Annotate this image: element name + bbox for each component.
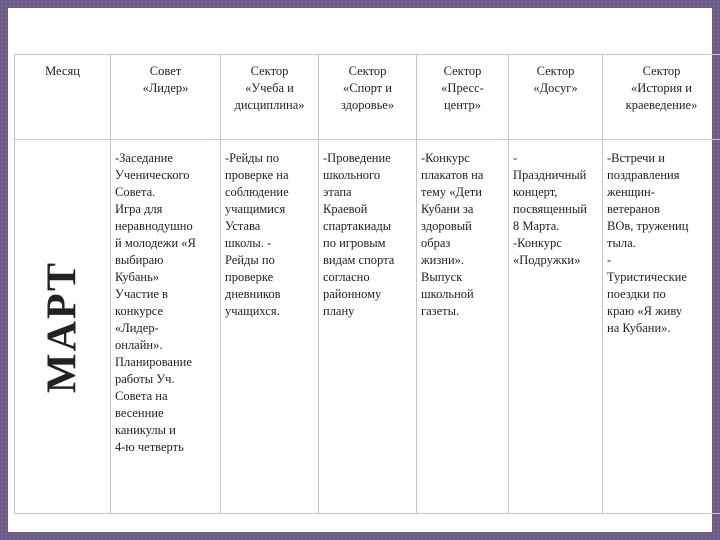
header-sport-label: Сектор «Спорт и здоровье» (340, 64, 395, 112)
plan-table (14, 54, 720, 514)
header-leisure-label: Сектор «Досуг» (533, 64, 578, 95)
header-sport (319, 55, 417, 140)
cell-sport: -Проведение школьного этапа Краевой спартакиады по игровым видам спорта согласно районному плану (319, 140, 417, 514)
header-press (417, 55, 509, 140)
header-leisure (509, 55, 603, 140)
cell-council: -Заседание Ученического Совета. Игра для неравнодушно й молодежи «Я выбираю Кубань» Участие в конкурсе «Лидер- онлайн». Планирование работы Уч. Совета на весенние каникулы и 4-ю четверть (111, 140, 221, 514)
cell-study: -Рейды по проверке на соблюдение учащимися Устава школы. - Рейды по проверке дневников учащихся. (221, 140, 319, 514)
month-row (15, 140, 720, 514)
header-history-label: Сектор «История и краеведение» (625, 64, 698, 112)
cell-press: -Конкурс плакатов на тему «Дети Кубани за здоровый образ жизни». Выпуск школьной газеты. (417, 140, 509, 514)
month-label: МАРТ (39, 260, 85, 393)
header-council (111, 55, 221, 140)
cell-history: -Встречи и поздравления женщин- ветеранов ВОв, тружениц тыла. - Туристические поездки по краю «Я живу на Кубани». (603, 140, 720, 514)
header-press-label: Сектор «Пресс- центр» (441, 64, 484, 112)
cell-leisure: - Праздничный концерт, посвященный 8 Марта. -Конкурс «Подружки» (509, 140, 603, 514)
header-month (15, 55, 111, 140)
header-history (603, 55, 720, 140)
slide-page (8, 8, 712, 532)
month-cell (15, 140, 111, 514)
header-study (221, 55, 319, 140)
header-row (15, 55, 720, 140)
header-council-label: Совет «Лидер» (142, 64, 189, 95)
header-month-label: Месяц (45, 64, 80, 78)
header-study-label: Сектор «Учеба и дисциплина» (234, 64, 305, 112)
